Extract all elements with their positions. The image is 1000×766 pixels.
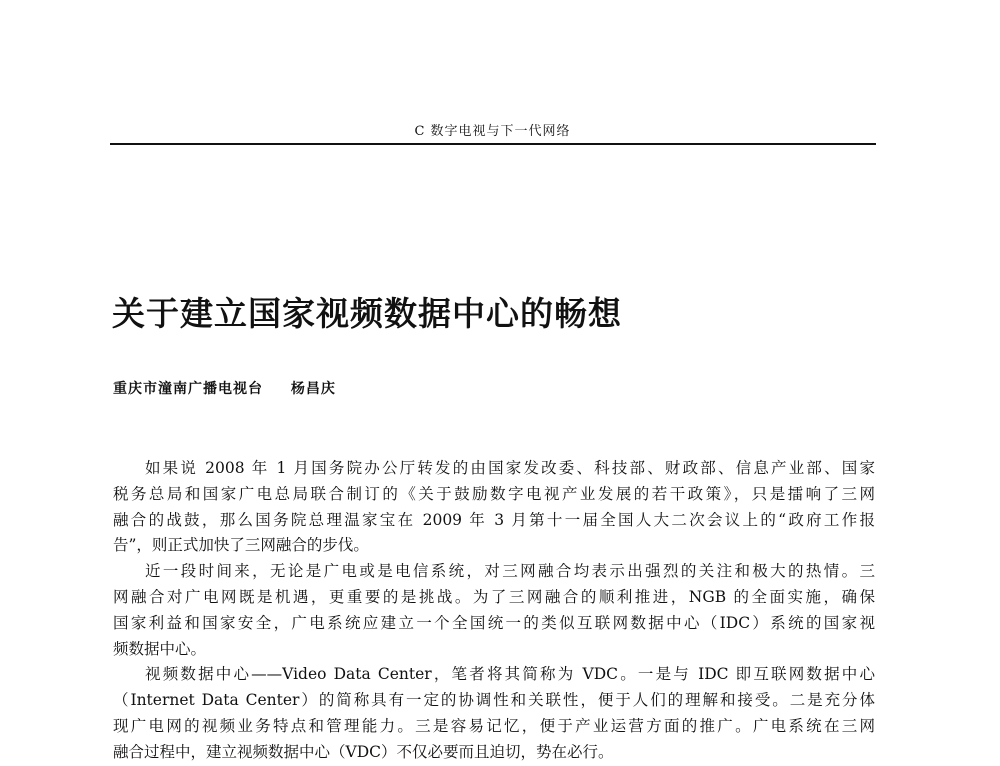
text-line: 网融合对广电网既是机遇，更重要的是挑战。为了三网融合的顺利推进，NGB 的全面实施，确保 bbox=[113, 587, 875, 606]
text-line: 频数据中心。 bbox=[113, 639, 207, 658]
paragraph bbox=[113, 456, 875, 559]
article-body bbox=[113, 456, 875, 766]
text-line: 融合的战鼓，那么国务院总理温家宝在 2009 年 3 月第十一届全国人大二次会议上的“政府工作报 bbox=[113, 510, 875, 529]
text-line: 如果说 2008 年 1 月国务院办公厅转发的由国家发改委、科技部、财政部、信息产业部、国家 bbox=[145, 459, 875, 477]
paragraph bbox=[113, 559, 875, 662]
header-rule bbox=[110, 143, 876, 145]
paragraph bbox=[113, 662, 875, 765]
article-title: 关于建立国家视频数据中心的畅想 bbox=[112, 294, 622, 333]
author-affiliation: 重庆市潼南广播电视台 bbox=[113, 381, 263, 397]
text-line: 税务总局和国家广电总局联合制订的《关于鼓励数字电视产业发展的若干政策》，只是擂响了三网 bbox=[113, 484, 875, 503]
author-name: 杨昌庆 bbox=[290, 381, 336, 397]
text-line: 近一段时间来，无论是广电或是电信系统，对三网融合均表示出强烈的关注和极大的热情。三 bbox=[145, 562, 875, 581]
text-line: 告”，则正式加快了三网融合的步伐。 bbox=[113, 536, 369, 555]
running-head: C 数字电视与下一代网络 bbox=[414, 124, 571, 139]
text-line: 视频数据中心——Video Data Center，笔者将其简称为 VDC。一是与 IDC 即互联网数据中心 bbox=[145, 665, 875, 684]
text-line: （Internet Data Center）的简称具有一定的协调性和关联性，便于人们的理解和接受。二是充分体 bbox=[113, 691, 875, 710]
text-line: 现广电网的视频业务特点和管理能力。三是容易记忆，便于产业运营方面的推广。广电系统在三网 bbox=[113, 716, 875, 735]
text-line: 国家利益和国家安全，广电系统应建立一个全国统一的类似互联网数据中心（IDC）系统的国家视 bbox=[113, 613, 875, 632]
text-line: 融合过程中，建立视频数据中心（VDC）不仅必要而且迫切，势在必行。 bbox=[113, 742, 614, 761]
author-line bbox=[113, 378, 358, 398]
